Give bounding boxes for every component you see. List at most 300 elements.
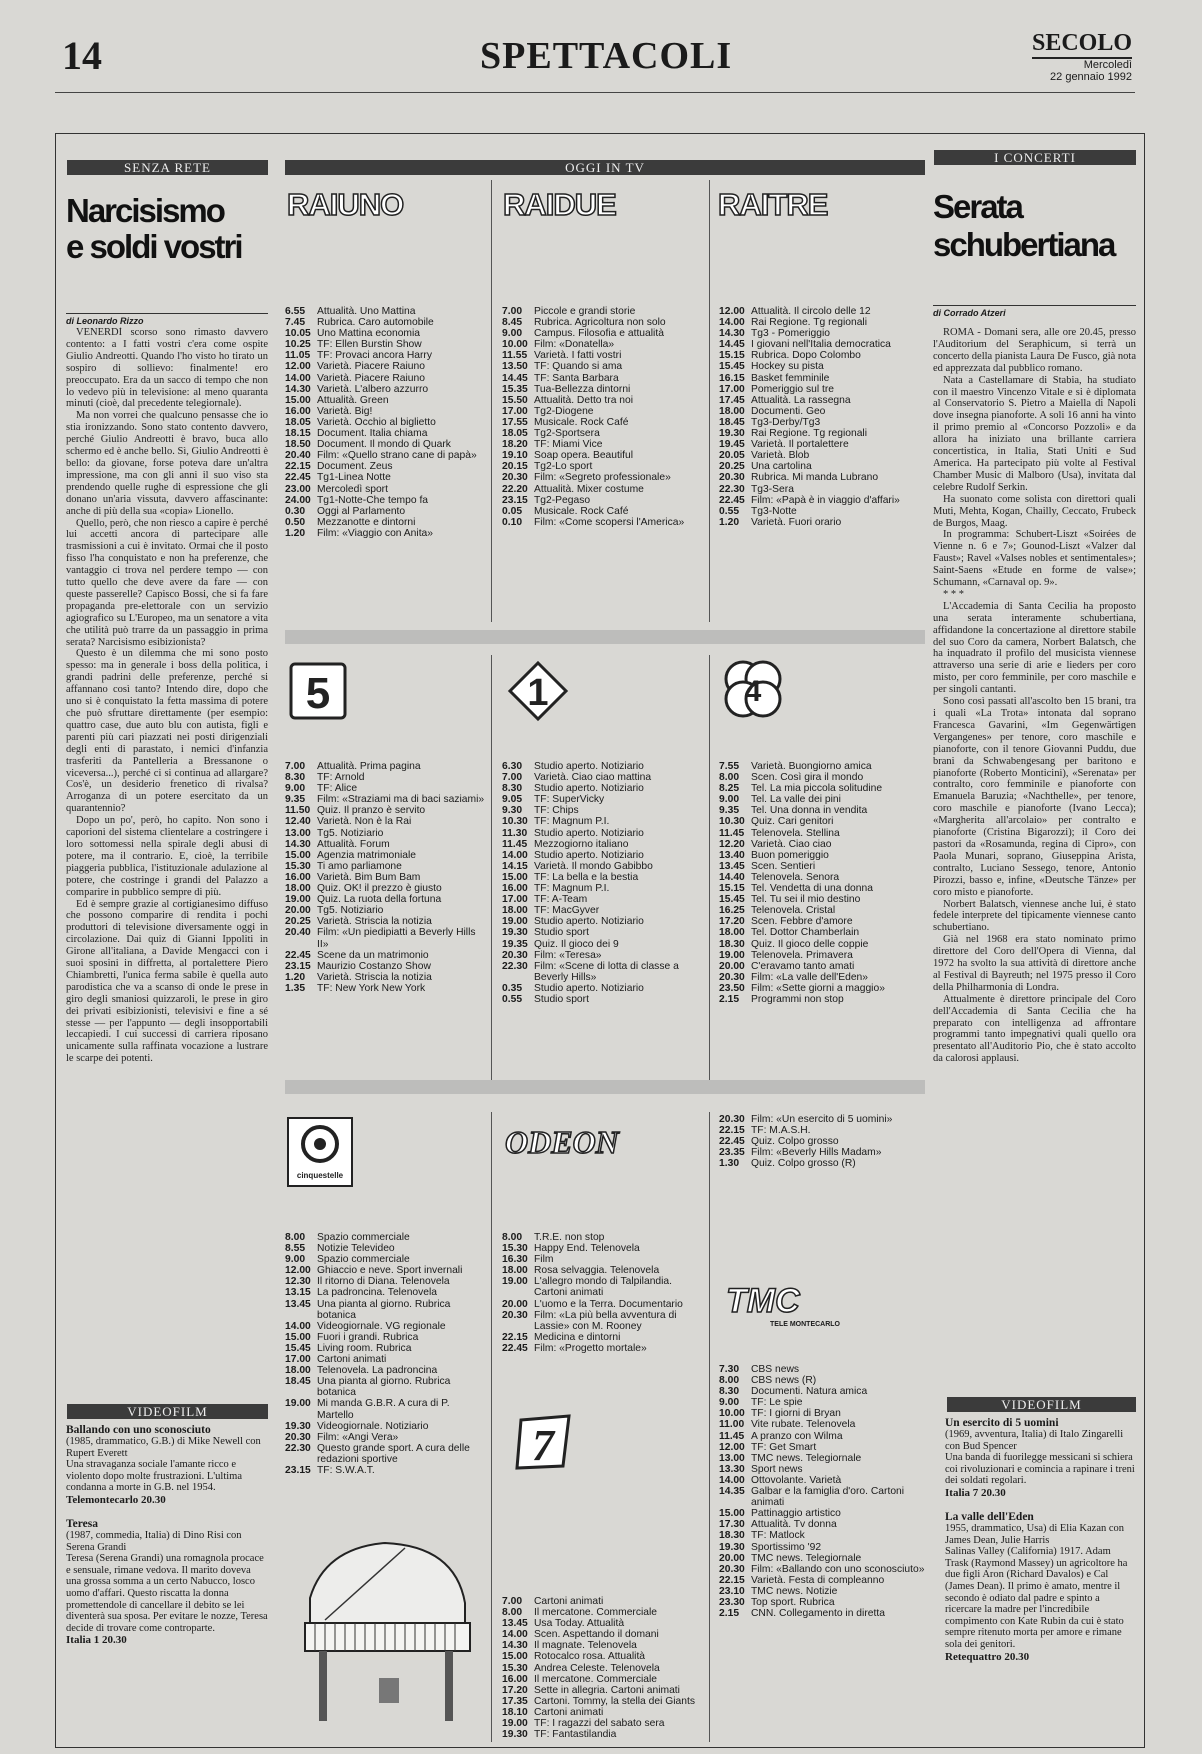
schedule-row xyxy=(719,761,925,772)
schedule-row xyxy=(285,1343,485,1354)
schedule-row xyxy=(719,872,925,883)
left-headline-line-2: e soldi vostri xyxy=(66,228,242,265)
schedule-program: Una pianta al giorno. Rubrica botanica xyxy=(317,1298,451,1321)
italia1-icon xyxy=(507,660,569,722)
schedule-row xyxy=(719,361,925,372)
schedule-program: Rubrica. Mi manda Lubrano xyxy=(751,472,879,484)
svg-text:cinquestelle: cinquestelle xyxy=(296,1171,344,1180)
schedule-program: Tel. Dottor Chamberlain xyxy=(751,927,860,939)
schedule-program: Hockey su pista xyxy=(751,361,824,373)
svg-text:1: 1 xyxy=(527,672,549,714)
schedule-time: 22.15 xyxy=(719,1125,745,1137)
schedule-time: 19.00 xyxy=(502,1276,528,1288)
schedule-row xyxy=(502,350,702,361)
schedule-row xyxy=(502,772,702,783)
svg-text:7: 7 xyxy=(532,1421,554,1470)
schedule-program: Film: «Un piedipiatti a Beverly Hills II» xyxy=(317,927,476,950)
right-videofilm-label: VIDEOFILM xyxy=(947,1397,1136,1412)
schedule-time: 7.00 xyxy=(502,306,523,317)
schedule-row xyxy=(285,450,485,461)
schedule-row xyxy=(502,428,702,439)
schedule-time: 24.00 xyxy=(285,494,311,506)
schedule-time: 17.30 xyxy=(719,1519,745,1531)
schedule-time: 13.15 xyxy=(285,1287,311,1299)
videofilm-slot: Telemontecarlo 20.30 xyxy=(66,1493,166,1506)
schedule-program: Cartoni. Tommy, la stella dei Giants xyxy=(534,1695,695,1707)
schedule-program: CBS news xyxy=(751,1364,800,1375)
schedule-row xyxy=(719,373,925,384)
schedule-time: 18.00 xyxy=(719,927,745,939)
schedule-program: Tg3-Notte xyxy=(751,505,797,517)
schedule-program: Oggi al Parlamento xyxy=(317,505,406,517)
schedule-time: 14.00 xyxy=(502,1629,528,1641)
schedule-row xyxy=(719,1508,925,1519)
schedule-row xyxy=(719,1397,925,1408)
schedule-time: 14.30 xyxy=(719,328,745,340)
schedule-time: 15.45 xyxy=(719,361,745,373)
schedule-row xyxy=(719,839,925,850)
column-divider xyxy=(491,180,492,622)
schedule-time: 11.05 xyxy=(285,350,311,362)
schedule-program: Document. Il mondo di Quark xyxy=(317,439,451,451)
schedule-row xyxy=(285,1299,485,1321)
schedule-program: Tel. Tu sei il mio destino xyxy=(751,894,861,906)
schedule-program: TF: I ragazzi del sabato sera xyxy=(534,1718,665,1730)
schedule-row xyxy=(285,816,485,827)
schedule-program: Cartoni animati xyxy=(534,1706,604,1718)
schedule-program: Agenzia matrimoniale xyxy=(317,849,417,861)
schedule-program: L'uomo e la Terra. Documentario xyxy=(534,1298,683,1310)
schedule-row xyxy=(502,306,702,317)
schedule-program: Varietà. Buongiorno amica xyxy=(751,761,872,772)
schedule-row xyxy=(719,428,925,439)
article-paragraph: VENERDÌ scorso sono rimasto davvero contento: a I fatti vostri c'era come ospite Giulio Andreotti. Quando l'ho visto ho tirato un sospiro di sollievo: finalmente! ero preoccupato. Era da un sacco di tempo che non lo vedevo più in televisione: al meno quaranta minuti (cioè, dal precedente telegiornale). xyxy=(66,327,268,410)
schedule-time: 13.00 xyxy=(285,827,311,839)
schedule-row xyxy=(502,872,702,883)
schedule-time: 19.30 xyxy=(285,1420,311,1432)
schedule-time: 7.00 xyxy=(285,761,306,772)
schedule-time: 22.45 xyxy=(285,472,311,484)
schedule-program: Sportissimo '92 xyxy=(751,1541,822,1553)
schedule-program: Sette in allegria. Cartoni animati xyxy=(534,1684,680,1696)
schedule-program: Attualità. Prima pagina xyxy=(317,761,421,772)
schedule-row xyxy=(719,1486,925,1508)
schedule-program: Attualità. Il circolo delle 12 xyxy=(751,306,871,317)
schedule-time: 19.30 xyxy=(502,1729,528,1741)
schedule-program: TF: Magnum P.I. xyxy=(534,883,610,895)
schedule-time: 19.45 xyxy=(719,439,745,451)
schedule-program: Varietà. L'albero azzurro xyxy=(317,383,429,395)
article-paragraph: Nata a Castellamare di Stabia, ha studiato con il maestro Vincenzo Vitale e si è diplomata al Conservatorio S. Pietro a Maiella di Napoli dove insegna pianoforte. A soli 16 anni ha vinto il primo premio al «Concorso Pozzoli» e da allora ha iniziato una brillante carriera concertistica, in Italia, Stati Uniti e Sud America. Ha partecipato più volte al Festival Chamber Music di Malboro (Usa), invitata dal celebre Rudolf Serkin. xyxy=(933,374,1136,493)
schedule-program: Attualità. Green xyxy=(317,394,389,406)
schedule-time: 14.35 xyxy=(719,1486,745,1498)
schedule-time: 6.30 xyxy=(502,761,523,772)
odeon-schedule xyxy=(502,1232,702,1354)
schedule-row xyxy=(502,517,702,528)
schedule-program: Fuori i grandi. Rubrica xyxy=(317,1331,419,1343)
schedule-program: Rai Regione. Tg regionali xyxy=(751,317,868,329)
schedule-time: 22.45 xyxy=(719,494,745,506)
schedule-row xyxy=(719,1136,925,1147)
schedule-time: 23.15 xyxy=(285,960,311,972)
schedule-row xyxy=(719,328,925,339)
schedule-program: Rosa selvaggia. Telenovela xyxy=(534,1265,660,1277)
schedule-row xyxy=(719,439,925,450)
schedule-row xyxy=(285,916,485,927)
schedule-time: 18.00 xyxy=(719,405,745,417)
schedule-time: 0.30 xyxy=(285,505,306,517)
schedule-time: 18.05 xyxy=(502,428,528,440)
schedule-row xyxy=(719,927,925,938)
schedule-time: 18.10 xyxy=(502,1706,528,1718)
section-title: SPETTACOLI xyxy=(480,35,733,77)
schedule-row xyxy=(719,384,925,395)
schedule-time: 13.40 xyxy=(719,849,745,861)
raitre-logo: RAITRE xyxy=(718,187,828,222)
schedule-time: 15.45 xyxy=(285,1342,311,1354)
videofilm-synopsis: Una stravaganza sociale l'amante ricco e violento dopo molte frustrazioni. L'ultima condanna a morte in G.B. nel 1954. xyxy=(66,1459,242,1494)
schedule-row xyxy=(719,905,925,916)
schedule-time: 16.00 xyxy=(502,883,528,895)
schedule-program: A pranzo con Wilma xyxy=(751,1430,843,1442)
schedule-row xyxy=(502,361,702,372)
videofilm-title: Teresa xyxy=(66,1517,98,1530)
schedule-row xyxy=(502,927,702,938)
column-divider xyxy=(709,1112,710,1742)
schedule-program: Studio aperto. Notiziario xyxy=(534,761,644,772)
article-paragraph: Questo è un dilemma che mi sono posto spesso: ma in generale i boss della politica, i grandi padrini delle preferenze, perché si affannano così tanto? Intendo dire, dopo che uno si è conquistato la fetta massima di potere che può sfruttare direttamente (per esempio: quattro case, due auto blu con autista, figli e parenti più cari piazzati nei posti dirigenziali degli enti di parastato, i nemici d'infanzia trasferiti da Pantelleria a Bressanone o viceversa...), perché ci si continua ad allargare? Cos'è, un desiderio frenetico di rivalsa? Arroganza di un potere esercitato da un quarantennio? xyxy=(66,648,268,815)
schedule-row xyxy=(719,1364,925,1375)
italia7-logo xyxy=(513,1412,573,1472)
schedule-time: 14.00 xyxy=(285,1320,311,1332)
schedule-time: 17.55 xyxy=(502,416,528,428)
schedule-row xyxy=(719,939,925,950)
schedule-time: 15.45 xyxy=(719,894,745,906)
schedule-program: Vite rubate. Telenovela xyxy=(751,1419,856,1431)
schedule-program: TMC news. Notizie xyxy=(751,1585,838,1597)
schedule-program: Documenti. Natura amica xyxy=(751,1386,868,1398)
schedule-program: Soap opera. Beautiful xyxy=(534,450,634,462)
schedule-program: TMC news. Telegiornale xyxy=(751,1452,862,1464)
schedule-time: 19.00 xyxy=(719,949,745,961)
schedule-row xyxy=(502,1685,702,1696)
schedule-program: Quiz. Il pranzo è servito xyxy=(317,805,426,817)
schedule-time: 16.00 xyxy=(502,1673,528,1685)
senza-rete-label: SENZA RETE xyxy=(67,160,268,175)
schedule-time: 0.50 xyxy=(285,516,306,528)
schedule-program: Film: «Ballando con uno sconosciuto» xyxy=(751,1563,925,1575)
schedule-row xyxy=(719,1564,925,1575)
schedule-row xyxy=(285,1398,485,1420)
schedule-row xyxy=(502,406,702,417)
schedule-time: 20.00 xyxy=(502,1298,528,1310)
schedule-row xyxy=(285,927,485,949)
schedule-time: 14.00 xyxy=(719,1474,745,1486)
schedule-program: Quiz. Il gioco delle coppie xyxy=(751,938,869,950)
schedule-row xyxy=(719,472,925,483)
schedule-time: 19.00 xyxy=(285,894,311,906)
schedule-program: Varietà. Ciao ciao mattina xyxy=(534,772,652,784)
schedule-program: TF: Le spie xyxy=(751,1397,803,1409)
schedule-program: Varietà. Fuori orario xyxy=(751,516,842,528)
schedule-program: Tg5. Notiziario xyxy=(317,905,384,917)
schedule-time: 20.30 xyxy=(719,472,745,484)
schedule-program: Film: «Sette giorni a maggio» xyxy=(751,982,885,994)
schedule-row xyxy=(719,816,925,827)
schedule-program: Film: «La valle dell'Eden» xyxy=(751,971,869,983)
schedule-time: 20.25 xyxy=(285,916,311,928)
schedule-program: Attualità. La rassegna xyxy=(751,394,851,406)
schedule-time: 8.00 xyxy=(502,1607,523,1619)
schedule-time: 14.15 xyxy=(502,860,528,872)
schedule-row xyxy=(719,972,925,983)
schedule-program: Il mercatone. Commerciale xyxy=(534,1673,658,1685)
schedule-row xyxy=(719,1408,925,1419)
schedule-time: 14.00 xyxy=(285,372,311,384)
schedule-program: Rotocalco rosa. Attualità xyxy=(534,1651,646,1663)
schedule-time: 14.45 xyxy=(719,339,745,351)
schedule-program: TF: Arnold xyxy=(317,772,365,784)
schedule-program: Varietà. Big! xyxy=(317,405,373,417)
schedule-program: Film: «Viaggio con Anita» xyxy=(317,527,434,539)
schedule-row xyxy=(502,961,702,983)
schedule-time: 12.00 xyxy=(285,361,311,373)
schedule-time: 11.45 xyxy=(502,838,528,850)
schedule-time: 8.00 xyxy=(719,1375,740,1387)
schedule-row xyxy=(285,983,485,994)
schedule-row xyxy=(502,450,702,461)
schedule-row xyxy=(285,1376,485,1398)
schedule-row xyxy=(502,905,702,916)
schedule-row xyxy=(502,339,702,350)
schedule-row xyxy=(285,1421,485,1432)
schedule-program: TF: Santa Barbara xyxy=(534,372,619,384)
schedule-row xyxy=(285,883,485,894)
schedule-row xyxy=(502,761,702,772)
schedule-row xyxy=(502,1254,702,1265)
schedule-time: 16.00 xyxy=(285,405,311,417)
schedule-time: 15.00 xyxy=(502,871,528,883)
schedule-row xyxy=(719,916,925,927)
schedule-row xyxy=(502,1265,702,1276)
schedule-program: Documenti. Geo xyxy=(751,405,826,417)
schedule-row xyxy=(719,1147,925,1158)
schedule-time: 19.35 xyxy=(502,938,528,950)
raitre-schedule xyxy=(719,306,925,528)
column-divider xyxy=(491,1112,492,1742)
schedule-program: Film: «Un esercito di 5 uomini» xyxy=(751,1114,893,1125)
schedule-time: 8.30 xyxy=(502,783,523,795)
schedule-row xyxy=(502,1276,702,1298)
schedule-row xyxy=(719,506,925,517)
schedule-program: Mercoledì sport xyxy=(317,483,388,495)
schedule-time: 9.00 xyxy=(285,1254,306,1266)
concerti-label: I CONCERTI xyxy=(934,150,1136,165)
schedule-time: 12.20 xyxy=(719,838,745,850)
schedule-program: Basket femminile xyxy=(751,372,830,384)
schedule-row xyxy=(502,916,702,927)
schedule-program: I giovani nell'Italia democratica xyxy=(751,339,891,351)
schedule-time: 20.25 xyxy=(719,461,745,473)
schedule-time: 7.30 xyxy=(719,1364,740,1375)
schedule-time: 0.35 xyxy=(502,982,523,994)
schedule-time: 0.05 xyxy=(502,505,523,517)
left-videofilm-label: VIDEOFILM xyxy=(67,1404,268,1419)
videofilm-entry xyxy=(66,1424,268,1506)
schedule-program: Maurizio Costanzo Show xyxy=(317,960,431,972)
schedule-program: Spazio commerciale xyxy=(317,1232,410,1243)
article-paragraph: Quello, però, che non riesco a capire è perché lui accetti ancora di partecipare alle trasmissioni a cui è invitato. Ormai che il posto fisso l'ha conquistato e non ha preferenze, che vantaggio ci trova nel perdere tempo — con tutto quello che deve avere da fare — con queste passerelle? Capisco Bossi, che si fa fare propaganda pre-elettorale con un servizio agiografico su L'Europeo, ma un senatore a vita che utilità può trarre da un passaggio in prima serata? Narcisismo esibizionista? xyxy=(66,517,268,648)
schedule-row xyxy=(285,1465,485,1476)
schedule-row xyxy=(502,328,702,339)
schedule-time: 11.50 xyxy=(285,805,311,817)
schedule-program: Andrea Celeste. Telenovela xyxy=(534,1662,660,1674)
schedule-time: 15.30 xyxy=(502,1243,528,1255)
schedule-time: 1.20 xyxy=(285,971,306,983)
column-divider xyxy=(709,180,710,622)
schedule-row xyxy=(502,1243,702,1254)
schedule-time: 9.00 xyxy=(719,1397,740,1409)
oggi-in-tv-label: OGGI IN TV xyxy=(285,160,925,175)
schedule-program: Sport news xyxy=(751,1463,803,1475)
schedule-row xyxy=(285,417,485,428)
schedule-program: Questo grande sport. A cura delle redazioni sportive xyxy=(317,1442,470,1465)
schedule-row xyxy=(719,1530,925,1541)
schedule-time: 15.00 xyxy=(502,1651,528,1663)
canale5-icon xyxy=(288,661,348,721)
schedule-program: Scen. Aspettando il domani xyxy=(534,1629,659,1641)
schedule-time: 8.55 xyxy=(285,1243,306,1255)
schedule-program: Film: «Quello strano cane di papà» xyxy=(317,450,477,462)
schedule-program: Varietà. Non è la Rai xyxy=(317,816,412,828)
schedule-time: 9.00 xyxy=(502,328,523,340)
schedule-program: Ghiaccio e neve. Sport invernali xyxy=(317,1265,463,1277)
odeon-schedule-continued xyxy=(719,1114,925,1169)
schedule-time: 15.00 xyxy=(285,849,311,861)
schedule-time: 19.30 xyxy=(502,927,528,939)
videofilm-entry xyxy=(66,1518,268,1646)
videofilm-info: 1955, drammatico, Usa) di Elia Kazan con James Dean, Julie Harris xyxy=(945,1522,1125,1546)
article-paragraph: Attualmente è direttore principale del Coro dell'Accademia di Santa Cecilia che ha preparato con intelligenza ad affrontare programmi tanto impegnativi quali quello ora presentato all'Auditorio Pio, che è stato accolto da calorosi applausi. xyxy=(933,993,1136,1065)
schedule-program: Studio sport xyxy=(534,993,589,1005)
schedule-time: 22.30 xyxy=(502,960,528,972)
schedule-time: 23.00 xyxy=(285,483,311,495)
schedule-time: 8.00 xyxy=(719,772,740,784)
raidue-logo: RAIDUE xyxy=(503,187,616,222)
schedule-row xyxy=(285,439,485,450)
issue-day: Mercoledì xyxy=(1083,59,1132,71)
right-videofilm-list xyxy=(945,1417,1136,1742)
schedule-row xyxy=(719,1431,925,1442)
schedule-row xyxy=(719,983,925,994)
schedule-program: Uno Mattina economia xyxy=(317,328,421,340)
right-headline xyxy=(933,188,1143,264)
schedule-program: Film: «Donatella» xyxy=(534,339,615,351)
schedule-row xyxy=(502,373,702,384)
videofilm-title: Un esercito di 5 uomini xyxy=(945,1417,1059,1429)
schedule-time: 13.45 xyxy=(502,1618,528,1630)
schedule-program: Tg3 - Pomeriggio xyxy=(751,328,830,340)
schedule-time: 1.30 xyxy=(719,1158,740,1170)
schedule-row xyxy=(719,772,925,783)
cinquestelle-logo xyxy=(285,1116,355,1188)
schedule-row xyxy=(719,828,925,839)
schedule-time: 22.30 xyxy=(719,483,745,495)
schedule-row xyxy=(719,484,925,495)
svg-text:5: 5 xyxy=(305,669,331,718)
schedule-time: 1.20 xyxy=(719,516,740,528)
schedule-program: Tel. La mia piccola solitudine xyxy=(751,783,883,795)
schedule-row xyxy=(719,1125,925,1136)
left-videofilm-list xyxy=(66,1424,268,1742)
schedule-row xyxy=(285,461,485,472)
left-headline xyxy=(66,193,276,265)
schedule-program: TF: S.W.A.T. xyxy=(317,1464,375,1476)
schedule-program: Una cartolina xyxy=(751,461,812,473)
schedule-program: CNN. Collegamento in diretta xyxy=(751,1608,885,1620)
italia1-logo xyxy=(505,661,571,721)
schedule-program: Film: «Teresa» xyxy=(534,949,602,961)
schedule-time: 23.10 xyxy=(719,1585,745,1597)
schedule-time: 17.00 xyxy=(502,894,528,906)
schedule-program: TF: Miami Vice xyxy=(534,439,603,451)
schedule-program: Programmi non stop xyxy=(751,993,844,1005)
schedule-row xyxy=(502,850,702,861)
page-number: 14 xyxy=(62,33,102,78)
schedule-time: 12.00 xyxy=(719,306,745,317)
schedule-program: Telenovela. Stellina xyxy=(751,827,840,839)
schedule-program: TF: Provaci ancora Harry xyxy=(317,350,433,362)
schedule-program: Quiz. Colpo grosso (R) xyxy=(751,1158,856,1170)
schedule-row xyxy=(285,1365,485,1376)
schedule-time: 19.10 xyxy=(502,450,528,462)
videofilm-info: (1969, avventura, Italia) di Italo Zingarelli con Bud Spencer xyxy=(945,1429,1124,1452)
schedule-row xyxy=(502,794,702,805)
videofilm-info: (1987, commedia, Italia) di Dino Risi con Serena Grandi xyxy=(66,1529,242,1553)
schedule-time: 14.30 xyxy=(502,1640,528,1652)
schedule-time: 19.00 xyxy=(502,1718,528,1730)
schedule-time: 11.55 xyxy=(502,350,528,362)
retequattro-schedule xyxy=(719,761,925,1005)
schedule-row xyxy=(719,395,925,406)
schedule-program: Ti amo parliamone xyxy=(317,860,402,872)
schedule-row xyxy=(502,861,702,872)
schedule-program: TF: I giorni di Bryan xyxy=(751,1408,841,1420)
schedule-row xyxy=(502,439,702,450)
article-paragraph: Già nel 1968 era stato nominato primo direttore del Coro dell'Opera di Vienna, dal 1972 ha svolto la sua attività di direttore anche al Festival di Bayreuth; nel 1975 presso il Coro della Philharmonia di Londra. xyxy=(933,934,1136,993)
schedule-row xyxy=(719,794,925,805)
schedule-row xyxy=(502,417,702,428)
schedule-row xyxy=(502,1299,702,1310)
schedule-program: TF: MacGyver xyxy=(534,905,600,917)
schedule-row xyxy=(285,894,485,905)
schedule-program: Film: «La più bella avventura di Lassie» con M. Rooney xyxy=(534,1309,677,1332)
schedule-row xyxy=(285,472,485,483)
schedule-program: Varietà. Piacere Raiuno xyxy=(317,372,425,384)
schedule-row xyxy=(285,384,485,395)
schedule-program: Buon pomeriggio xyxy=(751,849,829,861)
schedule-row xyxy=(719,1553,925,1564)
schedule-program: TF: Fantastilandia xyxy=(534,1729,617,1741)
schedule-time: 15.15 xyxy=(719,883,745,895)
schedule-time: 14.45 xyxy=(502,372,528,384)
schedule-row xyxy=(285,905,485,916)
schedule-row xyxy=(285,972,485,983)
schedule-program: Document. Zeus xyxy=(317,461,393,473)
schedule-program: Attualità. Mixer costume xyxy=(534,483,644,495)
schedule-time: 17.00 xyxy=(285,1354,311,1366)
schedule-time: 15.30 xyxy=(285,860,311,872)
